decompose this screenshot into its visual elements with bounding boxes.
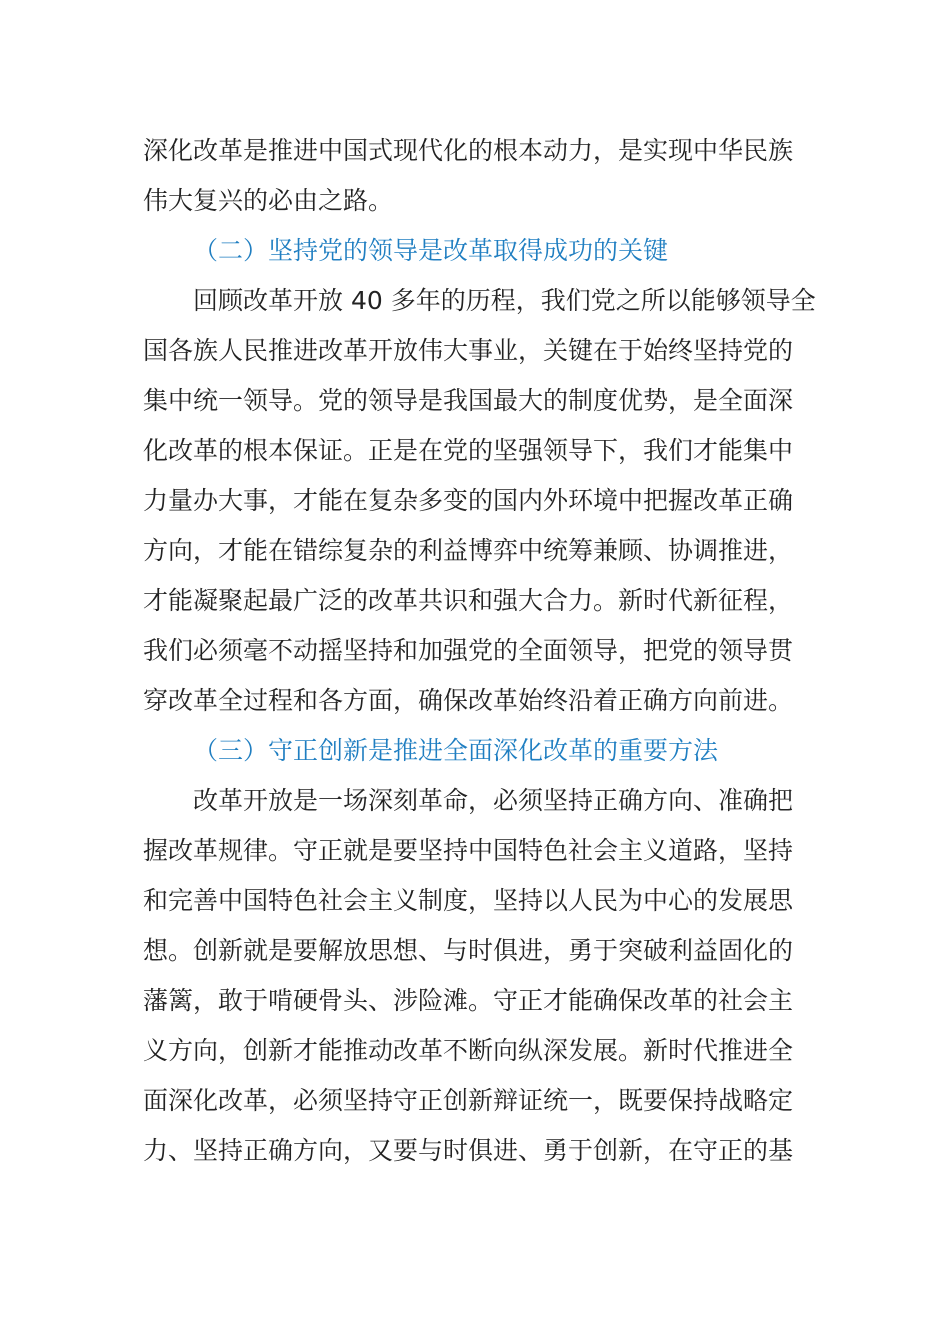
document-body — [143, 126, 816, 1176]
paragraph-line: 改革开放是一场深刻革命，必须坚持正确方向、准确把 — [193, 786, 794, 815]
paragraph-1 — [143, 126, 809, 226]
paragraph-line: 伟大复兴的必由之路。 — [143, 186, 394, 215]
paragraph-line: 义方向，创新才能推动改革不断向纵深发展。新时代推进全 — [143, 1036, 794, 1065]
paragraph-line: 回顾改革开放 40 多年的历程，我们党之所以能够领导全 — [193, 286, 816, 315]
paragraph-line: 集中统一领导。党的领导是我国最大的制度优势，是全面深 — [143, 386, 794, 415]
paragraph-line: 深化改革是推进中国式现代化的根本动力，是实现中华民族 — [143, 136, 794, 165]
paragraph-line: 力量办大事，才能在复杂多变的国内外环境中把握改革正确 — [143, 486, 794, 515]
paragraph-line: 握改革规律。守正就是要坚持中国特色社会主义道路，坚持 — [143, 836, 794, 865]
paragraph-line: 藩篱，敢于啃硬骨头、涉险滩。守正才能确保改革的社会主 — [143, 986, 794, 1015]
section-heading-2: （二）坚持党的领导是改革取得成功的关键 — [193, 236, 669, 265]
paragraph-line: 和完善中国特色社会主义制度，坚持以人民为中心的发展思 — [143, 886, 794, 915]
paragraph-line: 力、坚持正确方向，又要与时俱进、勇于创新，在守正的基 — [143, 1136, 794, 1165]
paragraph-line: 我们必须毫不动摇坚持和加强党的全面领导，把党的领导贯 — [143, 636, 794, 665]
paragraph-3 — [143, 776, 809, 1176]
paragraph-line: 面深化改革，必须坚持守正创新辩证统一，既要保持战略定 — [143, 1086, 794, 1115]
paragraph-line: 想。创新就是要解放思想、与时俱进，勇于突破利益固化的 — [143, 936, 794, 965]
paragraph-line: 国各族人民推进改革开放伟大事业，关键在于始终坚持党的 — [143, 336, 794, 365]
paragraph-2 — [143, 276, 816, 726]
paragraph-line: 穿改革全过程和各方面，确保改革始终沿着正确方向前进。 — [143, 686, 794, 715]
paragraph-line: 方向，才能在错综复杂的利益博弈中统筹兼顾、协调推进， — [143, 536, 794, 565]
section-heading-3: （三）守正创新是推进全面深化改革的重要方法 — [193, 736, 719, 765]
paragraph-line: 化改革的根本保证。正是在党的坚强领导下，我们才能集中 — [143, 436, 794, 465]
paragraph-line: 才能凝聚起最广泛的改革共识和强大合力。新时代新征程， — [143, 586, 794, 615]
